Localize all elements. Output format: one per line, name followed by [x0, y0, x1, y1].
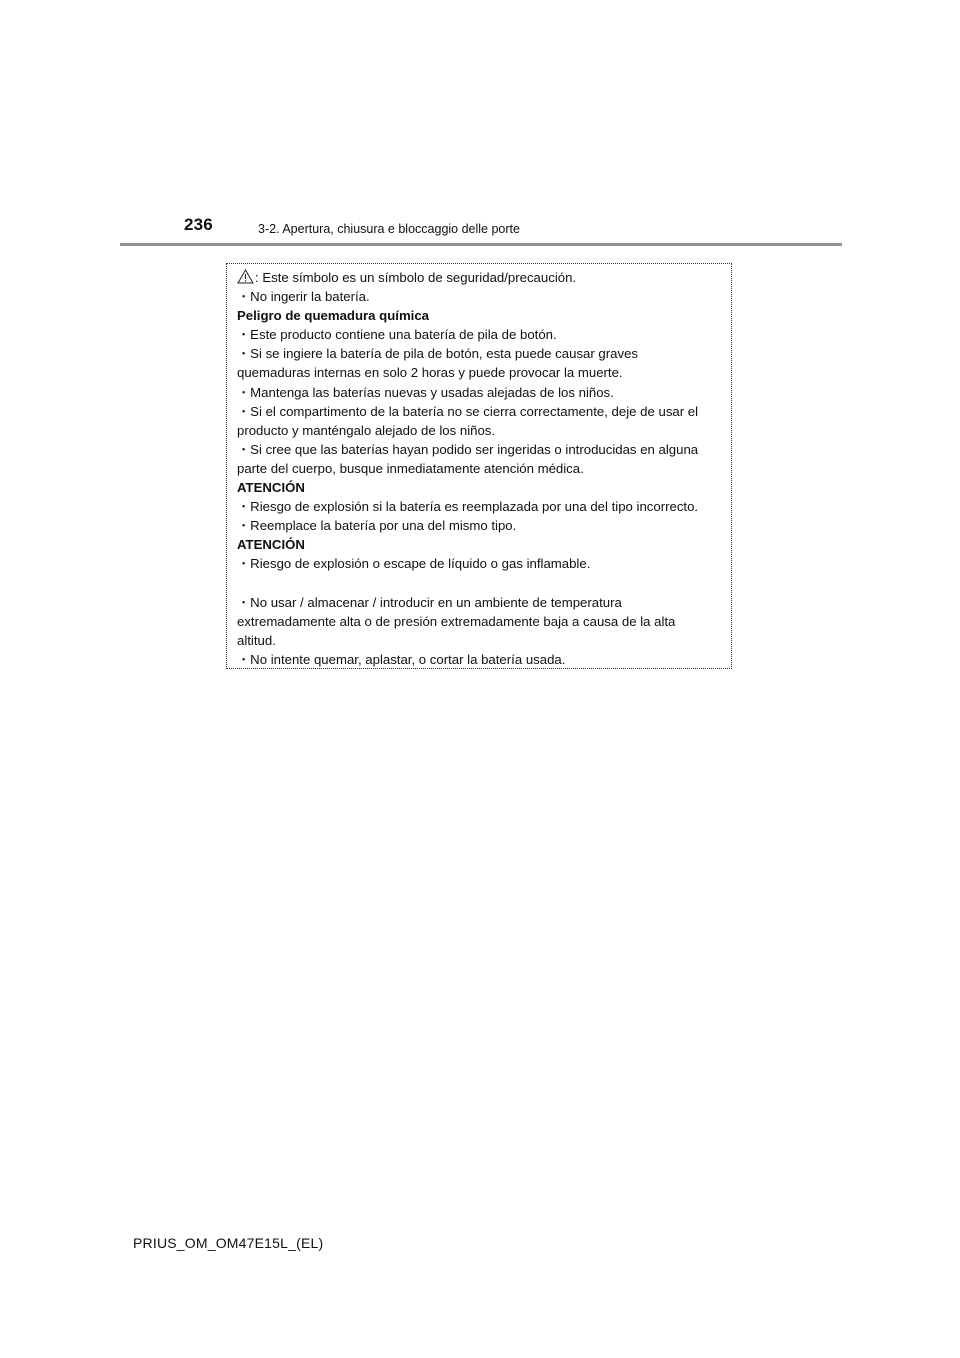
notice-text — [237, 268, 727, 669]
notice-line: parte del cuerpo, busque inmediatamente atención médica. — [237, 460, 584, 476]
notice-line: ・No usar / almacenar / introducir en un ambiente de temperatura — [237, 594, 622, 610]
notice-line: ・No ingerir la batería. — [237, 289, 370, 305]
notice-heading: ATENCIÓN — [237, 480, 305, 496]
notice-heading: Peligro de quemadura química — [237, 308, 429, 324]
notice-line: ・Este producto contiene una batería de pila de botón. — [237, 327, 557, 343]
notice-line: ・Si cree que las baterías hayan podido ser ingeridas o introducidas en alguna — [237, 441, 699, 457]
page-number: 236 — [184, 215, 213, 234]
notice-line: ・No intente quemar, aplastar, o cortar la batería usada. — [237, 651, 566, 667]
notice-line: producto y manténgalo alejado de los niños. — [237, 422, 496, 438]
blank-line — [237, 574, 727, 593]
symbol-line-text: : Este símbolo es un símbolo de seguridad/precaución. — [255, 270, 577, 285]
warning-triangle-icon — [237, 269, 254, 284]
symbol-line — [237, 268, 727, 287]
footer-doc-code: PRIUS_OM_OM47E15L_(EL) — [133, 1235, 324, 1251]
notice-line: ・Reemplace la batería por una del mismo tipo. — [237, 518, 517, 534]
battery-notice-box — [226, 263, 732, 669]
notice-line: altitud. — [237, 632, 276, 648]
notice-line: ・Riesgo de explosión o escape de líquido o gas inflamable. — [237, 556, 591, 572]
notice-line: extremadamente alta o de presión extremadamente baja a causa de la alta — [237, 613, 676, 629]
section-title: 3-2. Apertura, chiusura e bloccaggio delle porte — [258, 222, 520, 236]
notice-heading: ATENCIÓN — [237, 537, 305, 553]
notice-line: ・Si el compartimento de la batería no se cierra correctamente, deje de usar el — [237, 403, 699, 419]
notice-line: ・Riesgo de explosión si la batería es reemplazada por una del tipo incorrecto. — [237, 499, 699, 515]
notice-line: ・Si se ingiere la batería de pila de botón, esta puede causar graves — [237, 346, 639, 362]
notice-line: quemaduras internas en solo 2 horas y puede provocar la muerte. — [237, 365, 623, 381]
header-rule — [120, 243, 842, 246]
notice-line: ・Mantenga las baterías nuevas y usadas alejadas de los niños. — [237, 384, 614, 400]
